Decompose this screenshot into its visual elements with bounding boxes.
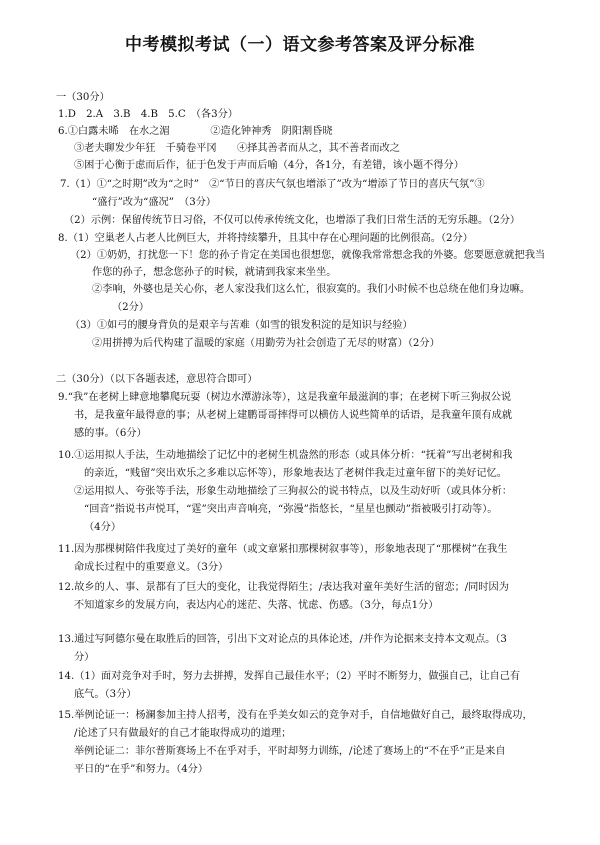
answer-q10-line4: “回音”指说书声悦耳，“霆”突出声音响亮，“弥漫”指悠长，“星星也颤动”指被吸引打动等）。 — [84, 504, 498, 515]
answer-q7-line3: （2）示例：保留传统节日习俗，不仅可以传承传统文化，也增添了我们日常生活的无穷乐趣。（2分） — [64, 215, 521, 226]
answer-q8-line7: ②用拼搏为后代构建了温暖的家庭（用勤劳为社会创造了无尽的财富）（2分） — [92, 338, 440, 349]
answer-q6-line3: ⑤困于心衡于虑而后作，征于色发于声而后喻（4分，各1分，有差错，该小题不得分） — [74, 160, 464, 171]
answer-q13-line1: 13.通过写阿德尔曼在取胜后的回答，引出下文对论点的具体论述，/并作为论据来支持本文观点。（3 — [58, 634, 507, 645]
answer-q8-line3: 作您的孙子，想念您孙子的时候，就请到我家来坐坐。 — [92, 267, 337, 278]
answer-q8-line5: （2分） — [112, 302, 150, 313]
answer-q6-line2: ③老夫聊发少年狂 千骑卷平冈 ④择其善者而从之，其不善者而改之 — [74, 143, 400, 154]
answer-q8-line4: ②李响，外婆也是关心你，老人家没我们这么忙，很寂寞的。我们小时候不也总绕在他们身边嘛。 — [92, 284, 531, 295]
answer-q8-line6: （3）①如弓的腰身背负的是艰辛与苦难（如雪的银发积淀的是知识与经验） — [70, 320, 413, 331]
answer-q15-line4: 平日的“在乎”和努力。（4分） — [74, 764, 209, 775]
answer-q10-line1: 10.①运用拟人手法，生动地描绘了记忆中的老树生机盎然的形态（或具体分析：“抚着”写出老树和我 — [58, 450, 513, 461]
answer-q11-line1: 11.因为那棵树陪伴我度过了美好的童年（或文章紧扣那棵树叙事等），形象地表现了“那棵树”在我生 — [58, 544, 508, 555]
answer-q6-line1: 6.①白露未晞 在水之湄 ②造化钟神秀 阴阳割昏晓 — [58, 126, 333, 137]
answer-q12-line1: 12.故乡的人、事、景都有了巨大的变化，让我觉得陌生；/表达我对童年美好生活的留恋；/同时因为 — [58, 582, 509, 593]
answer-q9-line3: 感的事。（6分） — [74, 428, 147, 439]
answer-q10-line3: ②运用拟人、夸张等手法，形象生动地描绘了三狗叔公的说书特点，以及生动好听（或具体分析： — [74, 486, 513, 497]
answer-q7-line2: “盛行”改为“盛况” （3分） — [92, 197, 217, 208]
answer-q15-line2: /论述了只有做最好的自己才能取得成功的道理； — [74, 728, 292, 739]
answer-q15-line3: 举例论证二：菲尔普斯赛场上不在乎对手，平时却努力训练，/论述了赛场上的“不在乎”正是来自 — [74, 746, 506, 757]
answer-q14-line2: 底气。（3分） — [74, 689, 137, 700]
answer-q11-line2: 命成长过程中的重要意义。（3分） — [74, 562, 229, 573]
answer-q9-line1: 9.“我”在老树上肆意地攀爬玩耍（树边水潭游泳等），这是我童年最滋润的事；在老树下听三狗叔公说 — [58, 392, 512, 403]
answer-q12-line2: 不知道家乡的发展方向，表达内心的迷茫、失落、忧虑、伤感。（3分，每点1分） — [74, 600, 439, 611]
answer-q14-line1: 14.（1）面对竞争对手时，努力去拼搏，发挥自己最佳水平；（2）平时不断努力，做强自己，让自己有 — [58, 671, 521, 682]
answer-q1-5: 1.D 2.A 3.B 4.B 5.C （各3分） — [58, 109, 238, 120]
answer-q10-line2: 的亲近，“贱留”突出欢乐之多难以忘怀等），形象地表达了老树伴我走过童年留下的美好记忆。 — [84, 468, 507, 479]
answer-q7-line1: 7.（1）①“之时期”改为“之时” ②“节日的喜庆气氛也增添了”改为“增添了节日的喜庆气氛”③ — [60, 179, 485, 190]
answer-q10-line5: （4分） — [84, 522, 122, 533]
page-title: 中考模拟考试（一）语文参考答案及评分标准 — [125, 35, 475, 55]
answer-q8-line2: （2）①奶奶，打扰您一下！您的孙子肯定在美国也很想您，就像我常常想念我的外婆。您要愿意就把我当 — [70, 250, 546, 261]
answer-q15-line1: 15.举例论证一：杨澜参加主持人招考，没有在乎美女如云的竞争对手，自信地做好自己，最终取得成功， — [58, 710, 533, 721]
answer-q13-line2: 分） — [74, 652, 95, 663]
answer-q8-line1: 8.（1）空巢老人占老人比例巨大，并将持续攀升，且其中存在心理问题的比例很高。（2分） — [58, 233, 473, 244]
answer-q9-line2: 书，是我童年最得意的事；从老树上建鹏哥哥摔得可以横仿人说些简单的话语，是我童年顶有成就 — [74, 410, 513, 421]
section-1-header: 一（30分） — [56, 92, 110, 103]
section-2-header: 二（30分）（以下各题表述，意思符合即可） — [56, 374, 258, 385]
